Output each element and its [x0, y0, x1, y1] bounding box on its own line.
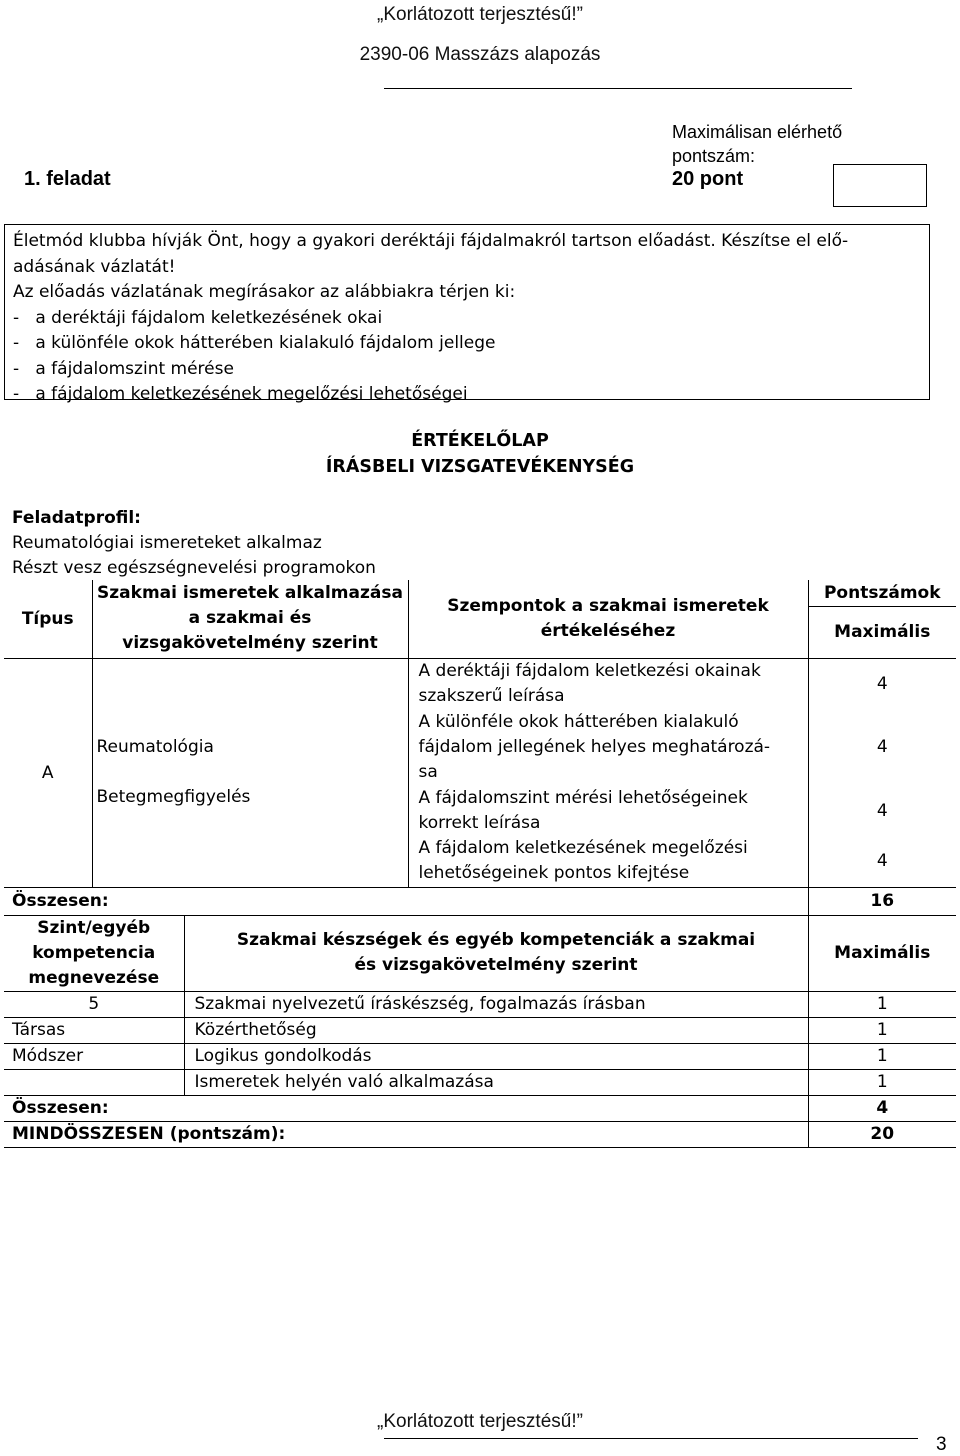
col-criteria-header: Szempontok a szakmai ismeretek értékeléséhez: [408, 580, 808, 658]
points-cell: 4: [876, 737, 888, 757]
col-type-header: Típus: [4, 580, 92, 658]
knowledge-item: Reumatológia: [96, 737, 214, 757]
restricted-header: „Korlátozott terjesztésű!”: [377, 4, 583, 25]
type-cell: A: [4, 658, 92, 887]
skill-cell: Szakmai nyelvezetű íráskészség, fogalmazás írásban: [184, 991, 808, 1017]
knowledge-cell: [92, 658, 408, 887]
skill-points: 1: [808, 1069, 956, 1095]
criterion-cell: A deréktáji fájdalom keletkezési okainak szakszerű leírása: [408, 658, 808, 709]
col-points-header: Pontszámok: [808, 580, 956, 606]
col-skills-header: Szakmai készségek és egyéb kompetenciák a szakmai és vizsgakövetelmény szerint: [184, 915, 808, 991]
skill-cell: Közérthetőség: [184, 1017, 808, 1043]
col-max2-header: Maximális: [808, 915, 956, 991]
points-cell: 4: [876, 851, 888, 872]
evaluation-title-line2: ÍRÁSBELI VIZSGATEVÉKENYSÉG: [325, 457, 635, 477]
profile-label: Feladatprofil:: [12, 508, 141, 528]
footer-divider: [384, 1438, 918, 1439]
col-max-header: Maximális: [808, 606, 956, 658]
evaluation-table: [4, 580, 956, 1148]
evaluation-title-line1: ÉRTÉKELŐLAP: [411, 431, 549, 451]
max-points-label: Maximálisan elérhető pontszám:: [672, 122, 843, 166]
skill-cell: Ismeretek helyén való alkalmazása: [184, 1069, 808, 1095]
header-divider: [384, 88, 852, 89]
grand-total-label: MINDÖSSZESEN (pontszám):: [4, 1121, 808, 1147]
task-bullet: - a fájdalomszint mérése: [13, 358, 234, 379]
task-line: Életmód klubba hívják Önt, hogy a gyakori deréktáji fájdalmakról tartson előadást. Készítse el elő-: [13, 231, 849, 251]
criterion-cell: A fájdalom keletkezésének megelőzési lehetőségeinek pontos kifejtése: [408, 836, 808, 887]
task-bullet: - a különféle okok hátterében kialakuló fájdalom jellege: [13, 333, 496, 353]
level-cell: Társas: [4, 1017, 184, 1043]
score-entry-box[interactable]: [833, 164, 927, 207]
task-bullet: - a deréktáji fájdalom keletkezésének okai: [13, 307, 383, 328]
level-cell: [4, 1069, 184, 1095]
subtotal-label: Összesen:: [4, 887, 808, 915]
task-line: adásának vázlatát!: [13, 256, 176, 277]
profile-line: Részt vesz egészségnevelési programokon: [12, 558, 376, 578]
skills-total-label: Összesen:: [4, 1095, 808, 1121]
skill-points: 1: [808, 1043, 956, 1069]
task-bullet: - a fájdalom keletkezésének megelőzési lehetőségei: [13, 384, 468, 404]
col-knowledge-header: Szakmai ismeretek alkalmazása a szakmai és vizsgakövetelmény szerint: [92, 580, 408, 658]
skill-points: 1: [808, 1017, 956, 1043]
course-title: 2390-06 Masszázs alapozás: [359, 44, 601, 65]
task-line: Az előadás vázlatának megírásakor az alábbiakra térjen ki:: [13, 282, 516, 302]
restricted-footer: „Korlátozott terjesztésű!”: [377, 1411, 583, 1432]
task-description-box: [4, 224, 930, 404]
max-points-value: 20 pont: [672, 168, 744, 190]
skill-points: 1: [808, 991, 956, 1017]
task-profile: [12, 506, 376, 581]
col-level-header: Szint/egyéb kompetencia megnevezése: [4, 915, 184, 991]
points-cell: 4: [876, 800, 888, 821]
criterion-cell: A fájdalomszint mérési lehetőségeinek korrekt leírása: [408, 785, 808, 836]
evaluation-title: [0, 428, 960, 480]
page-number: 3: [936, 1434, 947, 1455]
level-cell: 5: [4, 991, 184, 1017]
skill-cell: Logikus gondolkodás: [184, 1043, 808, 1069]
profile-line: Reumatológiai ismereteket alkalmaz: [12, 533, 322, 553]
task-title: 1. feladat: [24, 168, 111, 190]
skills-total-value: 4: [808, 1095, 956, 1121]
criterion-cell: A különféle okok hátterében kialakuló fájdalom jellegének helyes meghatározá-sa: [408, 709, 808, 785]
points-cell: 4: [876, 673, 888, 694]
level-cell: Módszer: [4, 1043, 184, 1069]
subtotal-value: 16: [808, 887, 956, 915]
grand-total-value: 20: [808, 1121, 956, 1147]
knowledge-item: Betegmegfigyelés: [96, 787, 251, 807]
